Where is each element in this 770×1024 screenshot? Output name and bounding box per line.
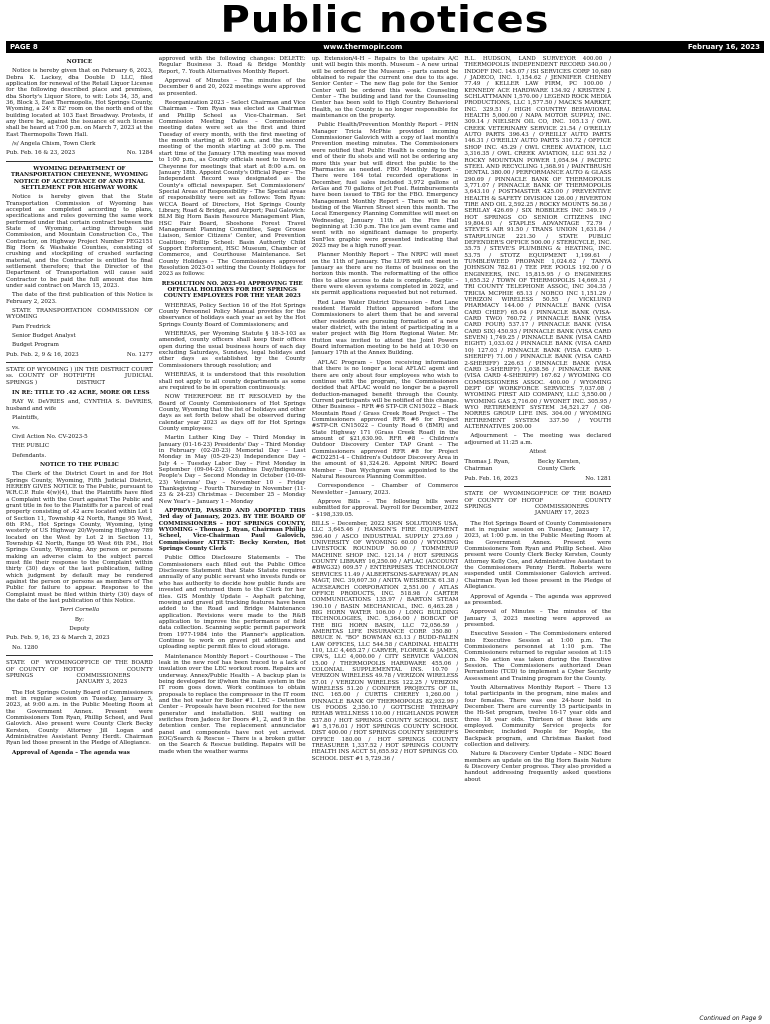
text-block: Youth Alternatives Monthly Report – There 13 total participants in the program, nine males and four females. There was one 24-hour hold in December. There are currently 15 participants in the Hi-Set program, twelve 16-17 year olds and three 18 year olds. Thirteen of these kids are employed. Community Service projects for December, included People for People, the Backpack program, and Christmas Basket food collection and delivery. — [464, 684, 612, 749]
pub-number: No. 1280 — [12, 644, 38, 651]
wydot-body: Notice is hereby given that the State Transportation Commission of Wyoming has accepted as completed according to plans, specifications and rules governing the same work performed under that certain contract between the State of Wyoming, acting through said Commission, and Mountain Construction Co., The Contractor, on Highway Project Number PEG2151 Big Horn & Washakie Counties, consisting of crushing and stockpiling of crushed surfacing material, and the Contractor is entitled to final settlement therefore; that the Director of the Department of Transportation will cause said Contractor to be paid the full amount due him under said contract on March 15, 2023. — [6, 194, 153, 289]
signer-name: Becky Kersten, — [537, 459, 581, 466]
text-block: The Hot Springs Board of County Commissioners met in regular session on Tuesday, January 17, 2023, at 1:00 p.m. in the Public Meeting Room at the Government Annex. Present were Commissioners Tom Ryan and Phillip Scheel. Also present were County Clerk Becky Kersten, County Attorney Kelly Cox, and Administrative Assistant to the Commissioners Penny Herdt. Roberts were suspended until Commissioner Galovich arrived. Chairman Ryan led those present in the Pledge of Allegiance. — [464, 520, 612, 591]
wydot-sig-2: Pam Fredrick — [12, 323, 51, 330]
column-1 — [6, 56, 153, 1014]
text-block: Planner Monthly Report – The NRPC will meet on the 11th of January. The LUPB will not meet in January as there are no items of business on the horizon this month. The reformatting of the office files to allow access to date is complete. Septic – there were eleven systems completed in 2022, and six permit applications requested but not returned. — [311, 252, 459, 297]
pub-dates: Pub. Feb. 9, 16, 23 & March 2, 2023 — [6, 635, 110, 642]
pub-dates: Pub. Feb. 16, 2023 — [464, 476, 518, 482]
pub-number: No. 1277 — [126, 351, 153, 358]
wydot-heading: WYOMING DEPARTMENT OF TRANSPORTATION CHEYENNE, WYOMING NOTICE OF ACCEPTANCE OF AND FINAL SETTLEMENT FOR HIGHWAY WORK — [10, 165, 148, 191]
civil-action: Civil Action No. CV-2023-5 — [12, 433, 88, 440]
caption-left: STATE OF WYOMING ) ) ss. COUNTY OF HOT SPRINGS ) — [6, 367, 77, 386]
minutes-agenda: Approval of Agenda – The agenda was — [12, 749, 130, 756]
continued-note: Continued on Page 9 — [699, 1015, 762, 1022]
divider — [6, 362, 153, 363]
adopted: APPROVED, PASSED AND ADOPTED THIS 3rd day of January, 2023. BY THE BOARD OF COMMISSIONERS – HOT SPRINGS COUNTY, WYOMING – Thomas J. Ryan, Chairman Phillip Scheel, Vice-Chairman Paul Galovich, Commissioner ATTEST: Becky Kersten, Hot Springs County Clerk — [158, 508, 306, 553]
section-title: Public notices — [220, 0, 550, 42]
text-block: Reorganization 2023 – Select Chairman and Vice Chairman – Tom Ryan was elected as Chairman and Phillip Scheel as Vice-Chairman. Set Commission Meeting Dates – Commissioner meeting dates were set as the first and third Tuesday of every month, with the first meeting of the month starting at 9:00 a.m. and the second meeting of the month starting at 3:00 p.m. The start time of the January 17th meeting was moved to 1:00 p.m., as County officials need to travel to Cheyenne for meetings that start at 8:00 a.m. on January 18th. Appoint County's Official Paper – The Independent Record was designated as the County's official newspaper. Set Commissioners' Special Areas of Responsibility – The Special areas of responsibility were set as follows: Tom Ryan: WCCA Board of Directors, Hot Springs County Library, Road & Bridge, and Airport; Paul Galovich: BLM Big Horn Basin Resource Management Plan, HSC Fair Board, Shoshone Forest Travel Management Planning Committee, Sage Grouse Liaison, Senior Citizens' Center, and Prevention Coalition; Phillip Scheel: Basin Authority Child Support Enforcement, HSC Museum, Chamber of Commerce, and Courthouse Maintenance. Set County Holidays – The Commissioners approved Resolution 2023-01 setting the County Holidays for 2023 as follows: — [158, 100, 306, 278]
pub-dates: Pub. Feb. 2, 9 & 16, 2023 — [6, 351, 79, 358]
the-public: THE PUBLIC — [12, 443, 50, 450]
defendants: Defendants. — [12, 452, 47, 459]
signer-title: Chairman — [464, 465, 493, 472]
plaintiffs: Plaintiffs, — [12, 415, 39, 422]
text-block: Public Health/Prevention Monthly Report – PHN Manager Tricia McPhie provided incoming Commissioner Galovich with a copy of last month's Prevention meeting minutes. The Commissioners were notified that Public Health is coming to the end of their flu shots and will not be ordering any more this year but will direct the public to the Pharmacies as needed. FBO Monthly Report – There were 164 total recorded operations in December, fuel sales included 3,972 gallons of AvGas and 70 gallons of Jet Fuel. Reimbursements have been issued to TBG for the FBO. Emergency Management Monthly Report – There will be no testing of the Warren Street siren this month. The Local Emergency Planning Committee will meet on Wednesday, January 11th at the Fire Hall beginning at 1:30 p.m. The ice jam event came and went with no significant damage to property. SunFlex graphic were presented indicating that 2023 may be a high runoff year. — [311, 122, 459, 249]
ntp-heading: NOTICE TO THE PUBLIC — [39, 461, 119, 468]
bills-list: BILLS – December, 2022 SIGN SOLUTIONS USA, LLC 3,645.46 / HANSON'S FIRE EQUIPMENT 596.40 / ASCO INDUSTRIAL SUPPLY 273.69 / UNIVERSITY OF WYOMING 60.00 / WYOMING LIVESTOCK ROUNDUP 50.00 / TOMMERUP MACHINE SHOP INC. 121.14 / HOT SPRINGS COUNTY LIBRARY 16,250.00 / AFLAC (ACCOUNT #BWG32) 609.57 / ENTERPRISES TECHNOLOGY SERVICES 11.49 / ALBERTSONS-SAFEWAY/ PLAN MAGT, INC. 39,607.30 / ANITA WEISBECK 61.38 / ACESEARCH CORPORATION 2,551.00 / ATLAS OFFICE PRODUCTS, INC. 518.98 / CARTER COMMUNICATIONS 135.97 / BARTON STEAM 190.10 / BASIN MECHANICAL, INC. 6,463.28 / BIG HORN WATER 106.00 / LONG BUILDING TECHNOLOGIES, INC. 5,364.00 / BOBCAT OF THE BIG HORN BASIN, LLC 72,056.59 / AMERITAS LIFE INSURANCE CORP. 350.80 / BRUCE N. "BO" BOWMAN 63.13 / BUDD-FALEN LAW OFFICES, LLC 544.58 / CARDINAL HEALTH 110, LLC 4,465.27 / CARVER, FLORIEK & JAMES, CPA'S, LLC 4,000.00 / CITY SERVICE VALCON 15.00 / THERMOPOLIS HARDWARE 455.06 / COLONIAL SUPPLEMENTAL INS. 10.70 / VERIZON WIRELESS 49.78 / VERIZON WIRELESS 57.01 / VERIZON WIRELESS 122.25 / VERIZON WIRELESS 51.20 / CONIFER PROJECTS OF IL, INC. 165.00 / CURTIS CHEREY 1,260.00 / PINNACLE BANK OF THERMOPOLIS 82,932.99 / US FOODS 2,350.10 / GOTTSCHE THERAPY REHAB WELLNESS 110.00 / HIGHLANDS POWER 537.80 / HOT SPRINGS COUNTY SCHOOL DIST. #1 5,176.01 / HOT SPRINGS COUNTY SCHOOL DIST 400.00 / HOT SPRINGS COUNTY SHERIFF'S OFFICE 180.00 / HOT SPRINGS COUNTY TREASURER 1,337.52 / HOT SPRINGS COUNTY HEALTH INS ACCT 51,655.92 / HOT SPRINGS CO. SCHOOL DIST #1 5,729.36 / — [311, 521, 459, 762]
attest-label: Attest — [529, 448, 547, 455]
whereas-3: WHEREAS, it is understood that this resolution shall not apply to all county departments as some are required to be in operation continuously. — [158, 372, 306, 391]
text-block: Public Office Disclosure Statements – The Commissioners each filled out the Public Office Disclosure Statement that State Statute requires annually of any public servant who invests funds or who has authority to decide how public funds are invested and returned them to the Clerk for her files. GIS Monthly Update – Asphalt patching, mowing and gravel pit tracking features have been added to the Road and Bridge Maintenance application. Revisions were made to the R&B application to improve the performance of field data collection. Scanning septic permit paperwork from 1977-1984 into the Planner's application. Continue to work on gravel pit additions and uploading septic permit files to cloud storage. — [158, 555, 306, 651]
whereas-2: WHEREAS, per Wyoming Statute § 18-3-103 as amended, county officers shall keep their offices open during the usual business hours of each day excluding Saturdays, Sundays, legal holidays and other days as established by the County Commissioners through resolution; and — [158, 331, 306, 369]
resolved: NOW THEREFORE BE IT RESOLVED by the Board of County Commissioners of Hot Springs County, Wyoming that the list of holidays and other days as set forth below shall be observed during calendar year 2023 as days off for Hot Springs County employees: — [158, 394, 306, 432]
folio-bar — [6, 41, 764, 53]
versus: vs. — [12, 424, 20, 431]
signatures — [464, 459, 611, 472]
caption-right: OFFICE OF THE BOARD OF COUNTY COMMISSIONERS JANUARY 3, 2023 — [76, 660, 153, 686]
notice-heading: NOTICE — [66, 59, 93, 65]
text-block: approved with the following changes: DELETE: Regular Business 3. Road & Bridge Monthly Report, 7. Youth Alternatives Monthly Report. — [158, 56, 306, 75]
bills-list: R.L. HUDSON, LAND SURVEYOR 400.00 / THERMOPOLIS INDEPENDENT RECORD 340.00 / INDOFF INC. 145.07 / ISI SERVICES CORP 10,680 / JADECO, INC. 1,154.62 / JENNIFER CHENEY 77.49 / KELLER LAW FIRM, PC 100.00 / KENNEDY ACE HARDWARE 134.92 / KRISTEN J. SCHLATTMANN 1,570.00 / LEGEND ROCK MEDIA PRODUCTIONS, LLC 1,577.50 / MACK'S MARKET, INC. 329.51 / HIGH COUNTRY BEHAVIORAL HEALTH 5,000.00 / NAPA MOTOR SUPPLY, INC. 309.14 / NIELSEN OIL CO, INC. 105.13 / OWL CREEK VETERINARY SERVICE 21.54 / O'REILLY AUTO PARTS 396.43 / O'REILLY AUTO PARTS 146.31 / O'REILLY AUTO PARTS 310.72 / OFFICE SHOP INC. 45.29 / OWL CREEK AVIATION, LLC 3,316.35 / OWL CREEK AVIATION, LLC 931.52 / ROCKY MOUNTAIN POWER 1,054.94 / PACIFIC STEEL AND RECYCLING 1,368.91 / PAINTBRUSH DENTAL 380.00 / PERFORMANCE AUTO & GLASS 290.69 / PINNACLE BANK OF THERMOPOLIS 3,771.07 / PINNACLE BANK OF THERMOPOLIS 3,643.10 / POSTMASTER 425.00 / PREVENTIVE HEALTH & SAFETY DIVISION 126.00 / RIVERTON TIRE AND OIL 2,592.25 / ROCKY MOUNTS 56.36 / SERILAY 426.69 / SIX ROBBLEES INC 349.19 / HOT SPRINGS CO SENIOR CITIZENS INC 19,804.01 / STAPLES ADVANTAGE 72.79 / STEVE'S AIR 91.50 / TRANS UNION 1,631.84 / STARPLUNGE 221.30 / STATE PUBLIC DEFENDER'S OFFICE 500.00 / STERICYCLE, INC. 35.75 / STEVE'S PLUMBING & HEATING, INC. 53.75 / STOTZ EQUIPMENT 1,199.61 / TUMBLEWEED PROPANE 1,024.62 / TANYA JOHNSON 782.61 / TEE PEE POOLS 192.00 / O ENGINEERS, INC. 15,815.95 / O ENGINEERS 1,655.32 / TOWN OF THERMOPOLIS 14,669.31 / TRI COUNTY TELEPHONE ASSOC, INC 304.35 / TRICIA MCPHIE 65.13 / NORCO INC 1,151.29 / VERIZON WIRELESS 50.55 / VICKLUND PHARMACY 144.00 / PINNACLE BANK (VISA CARD CHIEF) 65.04 / PINNACLE BANK (VISA-CARD TWO) 760.72 / PINNACLE BANK (VISA CARD FOUR) 537.17 / PINNACLE BANK (VISA CARD SIX) 450.93 / PINNACLE BANK (VISA CARD SEVEN) 1,749.25 / PINNACLE BANK (VISA CARD EIGHT) 1,033.02 / PINNACLE BANK (VISA CARD 10) 127.03 / PINNACLE BANK (VISA CARD 1-SHERIFF) 71.00 / PINNACLE BANK (VISA CARD 2-SHERIFF) 226.63 / PINNACLE BANK (VISA CARD 3-SHERIFF) 1,038.56 / PINNACLE BANK (VISA CARD 4-SHERIFF) 167.62 / WYOMING CO COMMISSIONERS ASSOC. 400.00 / WYOMING DEPT OF WORKFORCE SERVICES 7,037.08 / WYOMING FIRST AID COMPANY, LLC 3,550.00 / WYOMING GAS 2,716.00 / WYONET INC. 305.95 / WYO RETIREMENT SYSTEM 34,521.27 / O8-NORRES GROUP LIFE INS. 304.00 / WYOMING RETIREMENT SYSTEM 337.50 / YOUTH ALTERNATIVES 200.00 — [464, 56, 612, 430]
text-block: Red Lane Water District Discussion – Rod Lane resident Harold Hutton appeared before the Commissioners to alert them that he and several other residents are pursuing formation of a new water district, with the intent of participating in a water project with Big Horn Regional Water. Mr. Hutton was invited to attend the Joint Powers Board information meeting to be held at 10:30 on January 17th at the Annex Building. — [311, 299, 459, 357]
parties: RAY W. DeVRIES and, CYNTHIA S. DeVRIES, husband and wife — [6, 399, 153, 412]
wydot-sig-4: Budget Program — [12, 342, 59, 349]
signer-title: County Clerk — [537, 465, 576, 472]
signature-left — [464, 459, 537, 472]
ntp-sig-2: By: — [74, 616, 84, 623]
divider — [464, 486, 611, 487]
holiday-list: Martin Luther King Day – Third Monday in January (01-16-23) Presidents' Day – Third Monday in February (02-20-23) Memorial Day – Last Monday in May (05-29-23) Independence Day – July 4 – Tuesday Labor Day – First Monday in September (09-04-23) Columbus Day/Indigenous People's Day – Second Monday in October (10-09-23) Veterans' Day – November 10 – Friday Thanksgiving – Fourth Thursday in November (11-23 & 24-23) Christmas – December 25 – Monday New Year's – January 1 – Monday — [158, 435, 306, 505]
issue-date: February 16, 2023 — [687, 43, 760, 51]
website: www.thermopir.com — [323, 43, 403, 51]
wydot-sig-1: STATE TRANSPORTATION COMMISSION OF WYOMING — [6, 308, 153, 321]
re-title: IN RE: TITLE TO .42 ACRE, MORE OR LESS — [12, 390, 150, 397]
minutes-body: The Hot Springs County Board of Commissioners met in regular session on Tuesday, January 3, 2023, at 9:00 a.m. in the Public Meeting Room at the Government Annex. Present were Commissioners Tom Ryan, Phillip Scheel, and Paul Galovich. Also present were County Clerk Becky Kersten, County Attorney Jill Logan and Administrative Assistant Penny Herdt. Chairman Ryan led those present in the Pledge of Allegiance. — [6, 689, 153, 747]
caption-right: IN THE DISTRICT COURT FIFTH JUDICIAL DISTRICT — [76, 367, 153, 386]
text-block: Approval of Minutes – The minutes of the January 3, 2023 meeting were approved as presented. — [464, 609, 612, 628]
text-block: Correspondence – Chamber of Commerce Newsletter – January, 2023. — [311, 483, 459, 496]
wydot-sig-3: Senior Budget Analyst — [12, 333, 76, 340]
column-2 — [159, 56, 306, 1014]
whereas-1: WHEREAS, Policy Section 16 of the Hot Springs County Personnel Policy Manual provides for the observance of holidays each year as set by the Hot Springs County Board of Commissioners; and — [158, 302, 306, 328]
adjournment: Adjournment – The meeting was declared adjourned at 11:25 a.m. — [464, 433, 612, 446]
notice-columns — [6, 56, 764, 1014]
notice-signature: /s/ Angela Chism, Town Clerk — [12, 141, 96, 148]
pub-line — [6, 635, 153, 641]
court-caption — [6, 367, 153, 386]
caption-right: OFFICE OF THE BOARD OF COUNTY COMMISSIONERS JANUARY 17, 2023 — [534, 491, 612, 517]
minutes-caption — [464, 491, 611, 516]
resolution-heading: RESOLUTION NO. 2023-01 APPROVING THE OFFICIAL HOLIDAYS FOR HOT SPRINGS COUNTY EMPLOYEES FOR THE YEAR 2023 — [161, 280, 303, 300]
pub-line — [464, 476, 611, 482]
text-block: AFLAC Program – Upon receiving information that there is no longer a local AFLAC agent and there are only about four employees who wish to continue with the program, the Commissioners decided that AFLAC would no longer be a payroll deduction-managed benefit through the County. Current participants will be notified of this change. Other Business – RFR #6 STP-CR CN15022 – Black Mountain Road / Grass Creek Road Project – The Commissioners approved RFR #6 for Project #STP-CR CN15022 – County Road 6 (BMR) and State Highway 171 (Grass Creek Road) in the amount of $21,630.90. RFR #8 – Children's Outdoor Discovery Center TAP Grant – The Commissioners approved RFR #8 for Project #CD2251-4 – Children's Outdoor Discovery Area in the amount of $1,324.26. Appoint NRPC Board Member – Dan Wychgram was appointed to the Natural Resources Planning Committee. — [311, 359, 459, 480]
minutes-caption — [6, 660, 153, 685]
wydot-body-2: The date of the first publication of this Notice is February 2, 2023. — [6, 292, 153, 305]
masthead — [0, 0, 770, 40]
ntp-sig-3: Deputy — [69, 626, 90, 633]
pub-dates: Pub. Feb. 16 & 23, 2023 — [6, 150, 76, 157]
text-block: Executive Session – The Commissioners entered into Executive Session at 1:00 p.m. The Commissioners personnel at 1:10 p.m. The Commissioners returned to regular session at 1:15 p.m. No action was taken during the Executive Session. The Commissioners authorized Dean Perrantonio (TCD) to implement a Cyber Security Assessment and Training program for the County. — [464, 631, 612, 682]
text-block: Approval of Minutes – The minutes of the December 6 and 20, 2022 meetings were approved as presented. — [158, 78, 306, 97]
pub-number: No. 1284 — [126, 150, 153, 157]
ntp-body: The Clerk of the District Court in and for Hot Springs County, Wyoming, Fifth Judicial District, HEREBY GIVES NOTICE to The Public, pursuant to W.R.C.P. Rule 4(w)(4), that the Plaintiffs have filed a Complaint with the Court against The Public and grant title in fee to the Plaintiffs for a parcel of real property consisting of .42 acre located within Lot 1 of Section 11, Township 42 North, Range 95 West, 6th P.M., Hot Springs County, Wyoming, lying westerly of US Highway 20/Wyoming Highway 789 located on the West by Lot 2 in Section 11, Township 42 North, Range 95 West 6th P.M., Hot Springs County, Wyoming. Any person or persons making an adverse claim to the subject parcel must file their response to the Complaint within thirty (30) days of the last publication, failing which judgment by default may be rendered against the person or persons as members of The Public for failure to appear. Response to the Complaint must be filed within thirty (30) days of the date of the last publication of this Notice. — [6, 471, 153, 605]
pub-number: No. 1281 — [585, 476, 612, 482]
caption-left: STATE OF WYOMING OF COUNTY OF HOT SPRINGS — [6, 660, 77, 679]
text-block: Approval of Agenda – The agenda was approved as presented. — [464, 593, 612, 606]
text-block: Nature & Discovery Center Update – NDC Board members an update on the Big Horn Basin Nature & Discovery Center progress. They also provided a handout addressing frequently asked questions about — [464, 751, 612, 783]
column-4 — [464, 56, 611, 1014]
ntp-sig-1: Terri Cornella — [59, 607, 100, 614]
column-3 — [312, 56, 459, 1014]
text-block: Maintenance Monthly Report – Courthouse – The leak in the new roof has been traced to a lack of insulation over the LEC workout room. Repairs are underway. Annex/Public Health – A backup plan is being developed for if/when the main system in the IT room goes down. Work continues to obtain proposals to replace the compressor in the IT room and the hot water for Boiler #1. LEC – Detention Center – Proposals have been received for the new generator and installation. Still waiting on switches from Jadeco for Doors #1, 2, and 9 in the detention center. The replacement annunciator panel and components have not yet arrived. EOC/Search & Rescue – There is a broken gutter on the Search & Rescue building. Repairs will be made when the weather warms — [158, 653, 306, 755]
text-block: up. Extension/4-H – Repairs to the upstairs A/C unit will begin this month. Museum – A new urinal will be ordered for the Museum – parts cannot be obtained to repair the current one due to its age. Senior Center – The new flag pole for the Senior Center will be ordered this week. Counseling Center – The building and land for the Counseling Center has been sold to High Country Behavioral Health, so the County is no longer responsible for maintenance on the property. — [311, 56, 459, 120]
text-block: Approve Bills – The following bills were submitted for approval. Payroll for December, 2022 – $198,339.05. — [311, 499, 459, 518]
pub-line — [6, 352, 153, 358]
notice-body: Notice is hereby given that on February 6, 2023, Debra K. Lackey, dba Double D LLC, filed application for renewal of the Retail Liquor License for the following described place and premises, dba Shorty's Liquor Store, to wit: Lots 34, 35, and 36, Block 3, East Thermopolis, Hot Springs County, Wyoming, a 24' x 82' room on the north end of the building located at 103 East Broadway. Protests, if any there be, against the issuance of such license shall be heard at 7:00 p.m. on March 7, 2023 at the East Thermopolis Town Hall. — [6, 68, 153, 138]
signature-right — [538, 459, 611, 472]
signer-name: Thomas J. Ryan, — [464, 459, 510, 466]
caption-left: STATE OF WYOMING OF COUNTY OF HOT SPRINGS — [464, 491, 535, 511]
divider — [6, 161, 153, 162]
pub-line — [6, 150, 153, 156]
page-number: PAGE 8 — [10, 43, 38, 51]
divider — [6, 655, 153, 656]
